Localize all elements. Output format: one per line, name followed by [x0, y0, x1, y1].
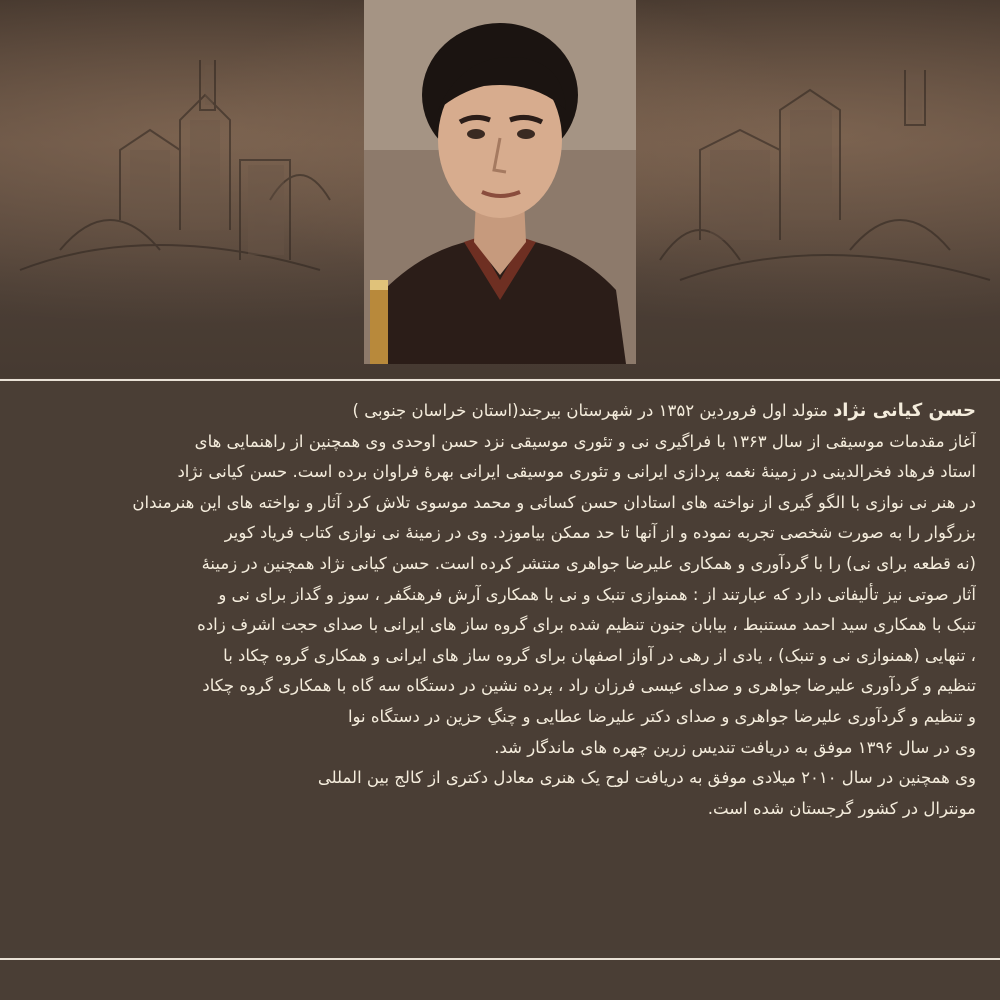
bottom-divider-line: [0, 958, 1000, 960]
bio-line: وی در سال ۱۳۹۶ موفق به دریافت تندیس زرین چهره های ماندگار شد.: [494, 737, 976, 757]
bio-line: تنبک با همکاری سید احمد مستنبط ، بیابان جنون تنظیم شده برای گروه ساز های ایرانی با صدای حجت اشرف زاده: [197, 615, 976, 635]
bio-line: (نه قطعه برای نی) را با گردآوری و همکاری علیرضا جواهری منتشر کرده است. حسن کیانی نژاد همچنین در زمینهٔ: [201, 553, 976, 573]
artist-name: حسن کیانی نژاد: [833, 400, 976, 421]
bio-line: و تنظیم و گردآوری علیرضا جواهری و صدای دکتر علیرضا عطایی و چنگِ حزین در دستگاه نوا: [347, 706, 976, 726]
bio-line: وی همچنین در سال ۲۰۱۰ میلادی موفق به دریافت لوح یک هنری معادل دکتری از کالج بین المللی: [317, 768, 976, 788]
bio-line: بزرگوار را به صورت شخصی تجربه نموده و از آنها تا حد ممکن بیاموزد. وی در زمینهٔ نی نوازی کتاب فریاد کویر: [224, 523, 976, 543]
bio-line: آثار صوتی نیز تألیفاتی دارد که عبارتند از : همنوازی تنبک و نی با همکاری آرش فرهنگفر ، سوز و گداز برای نی و: [218, 584, 976, 604]
bio-line: تنظیم و گردآوری علیرضا جواهری و صدای عیسی فرزان راد ، پرده نشین در دستگاه سه گاه با همکاری گروه چکاد: [202, 676, 976, 696]
bio-line: آغاز مقدمات موسیقی از سال ۱۳۶۳ با فراگیری نی و تئوری موسیقی نزد حسن اوحدی وی همچنین از راهنمایی های: [194, 431, 976, 451]
bio-intro: متولد اول فروردین ۱۳۵۲ در شهرستان بیرجند(استان خراسان جنوبی ): [352, 401, 834, 420]
top-divider-line: [0, 379, 1000, 381]
musician-portrait: [364, 0, 636, 364]
bio-line: در هنر نی نوازی با الگو گیری از نواخته های استادان حسن کسائی و محمد موسوی تلاش کرد آثار و نواخته های این هنرمندان: [132, 492, 976, 512]
bio-line: استاد فرهاد فخرالدینی در زمینهٔ نغمه پردازی ایرانی و تئوری موسیقی ایرانی بهرهٔ فراوان برده است. حسن کیانی نژاد: [177, 462, 976, 482]
bio-first-line: [24, 396, 976, 427]
biography-text: [24, 396, 976, 824]
bio-line: ، تنهایی (همنوازی نی و تنبک) ، یادی از رهی در آواز اصفهان برای گروه ساز های ایرانی و همکاری گروه چکاد با: [223, 645, 976, 665]
bio-line: مونترال در کشور گرجستان شده است.: [707, 798, 976, 818]
portrait-photo: [364, 0, 636, 364]
